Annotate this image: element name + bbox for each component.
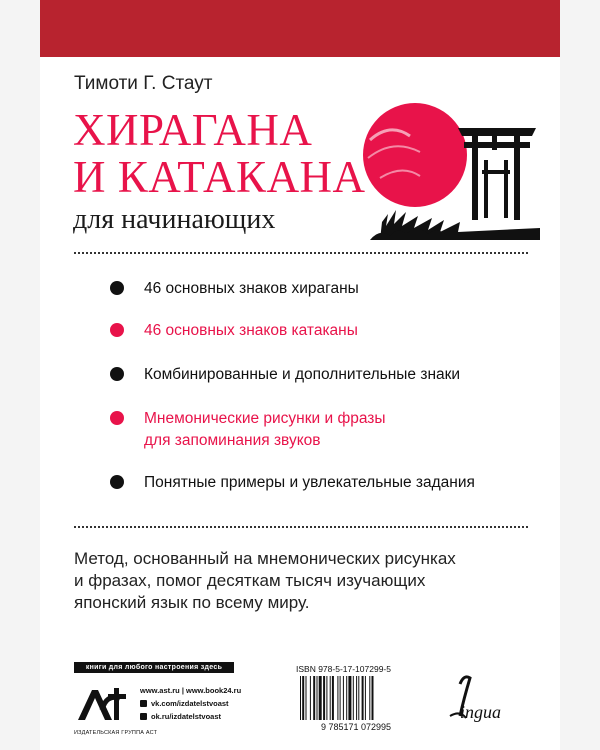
dotted-divider-bottom [74,526,528,528]
bullet-dot [110,367,124,381]
barcode [296,676,416,732]
bullet-dot [110,281,124,295]
barcode-bar [343,676,344,720]
barcode-bar [323,676,325,720]
barcode-bar [340,676,341,720]
ok-row [140,710,241,723]
vk-link[interactable]: vk.com/izdatelstvoast [151,699,229,708]
subtitle: для начинающих [73,204,276,235]
barcode-bar [317,676,318,720]
red-sun [363,103,467,207]
barcode-bar [313,676,315,720]
publisher-tagline: книги для любого настроения здесь [74,662,234,673]
barcode-bar [302,676,304,720]
publisher-links [140,684,241,723]
back-cover [40,0,560,750]
feature-item [110,364,460,386]
feature-item [110,472,475,494]
ast-logo-icon [74,680,134,728]
description-line: Метод, основанный на мнемонических рисунках [74,549,456,568]
torii-gate [458,128,536,220]
description [74,548,514,614]
vk-row [140,697,241,710]
isbn: ISBN 978-5-17-107299-5 [296,664,391,674]
feature-text: Комбинированные и дополнительные знаки [144,366,461,383]
barcode-bar [310,676,311,720]
title-line-2: И КАТАКАНА [73,152,366,202]
feature-text: 46 основных знаков хираганы [144,280,359,297]
ok-link[interactable]: ok.ru/izdatelstvoast [151,712,222,721]
dotted-divider-top [74,252,528,254]
barcode-bar [362,676,364,720]
barcode-bar [346,676,347,720]
feature-item [110,278,359,300]
barcode-bar [337,676,338,720]
sites-link[interactable]: www.ast.ru | www.book24.ru [140,686,242,695]
feature-text: 46 основных знаков катаканы [144,322,358,339]
barcode-bar [332,676,334,720]
barcode-bar [356,676,357,720]
lingua-text: ingua [460,702,502,722]
title-line-1: ХИРАГАНА [73,105,313,155]
barcode-bar [306,676,307,720]
feature-text [144,408,386,452]
feature-text-line1: Мнемонические рисунки и фразы [144,410,386,427]
bullet-dot [110,323,124,337]
barcode-bar [369,676,370,720]
feature-item [110,408,386,452]
ok-icon [140,713,147,720]
bullet-dot [110,475,124,489]
barcode-bar [300,676,301,720]
vk-icon [140,700,147,707]
torii-sun-illustration [340,100,540,240]
top-color-band [40,0,560,57]
barcode-bar [326,676,327,720]
footer [74,662,534,742]
description-line: и фразах, помог десяткам тысяч изучающих [74,571,426,590]
author-name: Тимоти Г. Стаут [74,73,213,94]
publisher-caption: ИЗДАТЕЛЬСКАЯ ГРУППА АСТ [74,730,158,736]
barcode-bar [319,676,322,720]
barcode-bar [330,676,331,720]
bullet-dot [110,411,124,425]
barcode-bar [358,676,359,720]
barcode-bar [353,676,354,720]
barcode-bar [365,676,366,720]
feature-text: Понятные примеры и увлекательные задания [144,474,475,491]
feature-text-line2: для запоминания звуков [144,432,321,449]
feature-item [110,320,358,342]
barcode-bar [372,676,374,720]
lingua-logo [446,672,526,732]
barcode-digits: 9 785171 072995 [320,722,392,732]
barcode-bar [348,676,351,720]
description-line: японский язык по всему миру. [74,593,310,612]
